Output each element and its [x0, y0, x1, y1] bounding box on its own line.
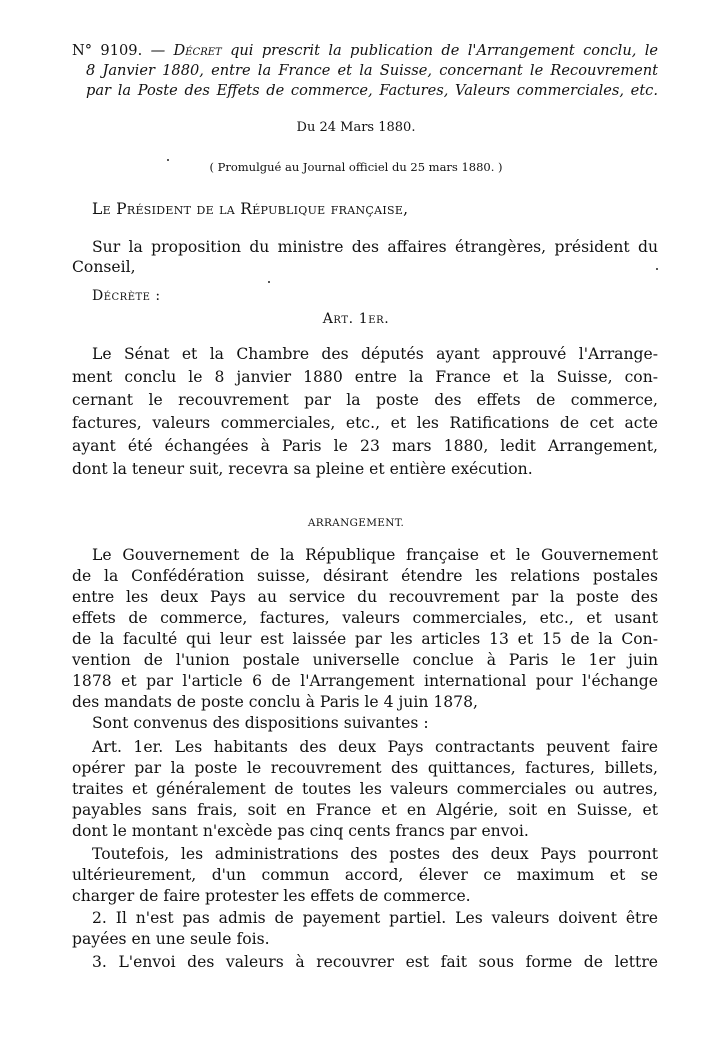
paragraph-line: cernant le recouvrement par la poste des effets de commerce, — [72, 391, 658, 409]
paragraph-line: entre les deux Pays au service du recouvrement par la poste des — [72, 588, 658, 606]
paragraph-line: dont la teneur suit, recevra sa pleine et entière exécution. — [72, 460, 533, 478]
paragraph-line: payées en une seule fois. — [72, 930, 270, 948]
decree-title-line-1: N° 9109. — Décret qui prescrit la publication de l'Arrangement conclu, le — [72, 42, 659, 59]
speck — [656, 268, 658, 270]
paragraph-line: de la Confédération suisse, désirant étendre les relations postales — [72, 567, 658, 585]
paragraph-line: payables sans frais, soit en France et en Algérie, soit en Suisse, et — [72, 801, 658, 819]
decree-label: Décret — [173, 42, 222, 59]
paragraph-line: de la faculté qui leur est laissée par les articles 13 et 15 de la Con- — [72, 630, 658, 648]
decree-date: Du 24 Mars 1880. — [296, 120, 416, 135]
paragraph-line: ment conclu le 8 janvier 1880 entre la France et la Suisse, con- — [72, 368, 658, 386]
paragraph-line: Sur la proposition du ministre des affaires étrangères, président du — [92, 238, 658, 256]
paragraph-line: opérer par la poste le recouvrement des quittances, factures, billets, — [72, 759, 658, 777]
paragraph-line: traites et généralement de toutes les valeurs commerciales ou autres, — [72, 780, 658, 798]
decrete-heading: Décrète : — [92, 288, 161, 304]
speck — [268, 281, 270, 283]
paragraph-line: Le Gouvernement de la République française et le Gouvernement — [92, 546, 658, 564]
president-heading: Le Président de la République française, — [92, 200, 409, 218]
promulgation-note: ( Promulgué au Journal officiel du 25 mars 1880. ) — [209, 160, 503, 174]
paragraph-line: Conseil, — [72, 258, 136, 276]
paragraph-line: ayant été échangées à Paris le 23 mars 1880, ledit Arrangement, — [72, 437, 658, 455]
paragraph-line: 1878 et par l'article 6 de l'Arrangement international pour l'échange — [72, 672, 658, 690]
article-heading: Art. 1er. — [322, 311, 390, 327]
paragraph-line: Le Sénat et la Chambre des députés ayant approuvé l'Arrange- — [92, 345, 658, 363]
decree-number: N° 9109. — [72, 42, 143, 59]
paragraph-line: charger de faire protester les effets de commerce. — [72, 887, 471, 905]
paragraph-line: ultérieurement, d'un commun accord, élever ce maximum et se — [72, 866, 658, 884]
paragraph-line: factures, valeurs commerciales, etc., et les Ratifications de cet acte — [72, 414, 658, 432]
paragraph-line: des mandats de poste conclu à Paris le 4 juin 1878, — [72, 693, 478, 711]
paragraph-line: vention de l'union postale universelle conclue à Paris le 1er juin — [72, 651, 658, 669]
decree-title-line-3: par la Poste des Effets de commerce, Factures, Valeurs commerciales, etc. — [86, 82, 658, 99]
paragraph-line: Art. 1er. Les habitants des deux Pays contractants peuvent faire — [92, 738, 658, 756]
paragraph-line: 2. Il n'est pas admis de payement partiel. Les valeurs doivent être — [92, 909, 658, 927]
paragraph-line: Toutefois, les administrations des postes des deux Pays pourront — [92, 845, 658, 863]
paragraph-line: dont le montant n'excède pas cinq cents francs par envoi. — [72, 822, 529, 840]
paragraph-line: Sont convenus des dispositions suivantes : — [92, 714, 429, 732]
paragraph-line: 3. L'envoi des valeurs à recouvrer est fait sous forme de lettre — [92, 953, 658, 971]
arrangement-heading: ARRANGEMENT. — [307, 517, 405, 529]
paragraph-line: effets de commerce, factures, valeurs commerciales, etc., et usant — [72, 609, 658, 627]
decree-title-line-2: 8 Janvier 1880, entre la France et la Suisse, concernant le Recouvrement — [86, 62, 658, 79]
